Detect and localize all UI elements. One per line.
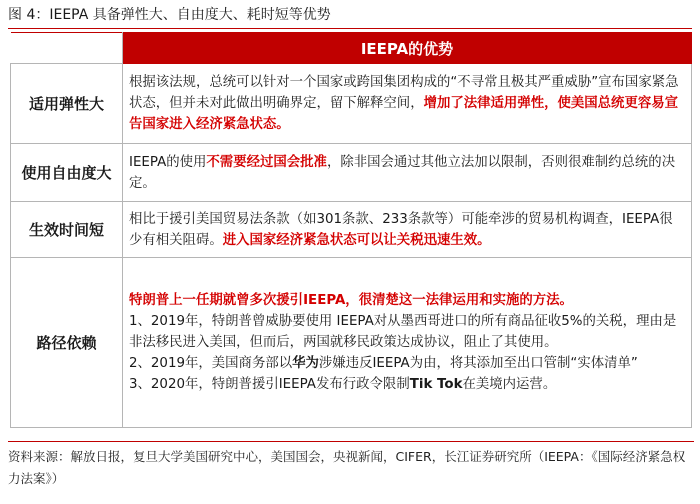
advantages-table	[10, 32, 692, 428]
source-note: 资料来源：解放日报，复旦大学美国研究中心，美国国会，央视新闻，CIFER，长江证券研究所（IEEPA：《国际经济紧急权力法案》）	[8, 449, 686, 486]
row-text: 根据该法规，总统可以针对一个国家或跨国集团构成的“不寻常且极其严重威胁”宣布国家紧急状态，但并未对此做出明确界定，留下解释空间，	[129, 75, 679, 111]
row-label: 路径依赖	[11, 258, 123, 428]
row-highlight: 增加了法律适用弹性，使美国总统更容易宣告国家进入经济紧急状态。	[129, 96, 679, 132]
header-blank-cell	[11, 33, 123, 64]
row-content	[123, 258, 692, 428]
row-text: 相比于援引美国贸易法条款（如301条款、233条款等）可能牵涉的贸易机构调查，IEEPA很少有相关阻碍。	[129, 211, 673, 248]
row-content	[123, 64, 692, 144]
row-content	[123, 144, 692, 202]
huawei-emphasis: 华为	[292, 356, 319, 371]
table-header-row	[11, 33, 692, 64]
list-item: 1、2019年，特朗普曾威胁要使用 IEEPA对从墨西哥进口的所有商品征收5%的关税，理由是非法移民进入美国，但而后，两国就移民政策达成协议，阻止了其使用。	[129, 314, 677, 350]
table-row	[11, 258, 692, 428]
row-label: 生效时间短	[11, 202, 123, 258]
list-item	[129, 374, 685, 395]
row-text: ，除非国会通过其他立法加以限制，否则很难制约总统的决定。	[129, 154, 676, 191]
row-text: IEEPA的使用	[129, 154, 207, 170]
list-item-text: 涉嫌违反IEEPA为由，将其添加至出口管制“实体清单”	[318, 356, 638, 371]
list-item-text: 2、2019年，美国商务部以	[129, 356, 293, 371]
row-content	[123, 202, 692, 258]
tiktok-emphasis: Tik Tok	[409, 377, 463, 392]
row-highlight: 进入国家经济紧急状态可以让关税迅速生效。	[222, 232, 491, 248]
table-row	[11, 144, 692, 202]
row-highlight: 特朗普上一任期就曾多次援引IEEPA，很清楚这一法律运用和实施的方法。	[129, 293, 573, 308]
row-label: 适用弹性大	[11, 64, 123, 144]
row-label: 使用自由度大	[11, 144, 123, 202]
list-item-text: 在美境内运营。	[462, 377, 557, 392]
table-row	[11, 202, 692, 258]
list-item-text: 3、2020年，特朗普援引IEEPA发布行政令限制	[129, 377, 410, 392]
figure-title: 图 4：IEEPA 具备弹性大、自由度大、耗时短等优势	[8, 4, 692, 29]
table-header: IEEPA的优势	[123, 33, 692, 64]
bottom-divider	[8, 441, 694, 442]
table-row	[11, 64, 692, 144]
list-item	[129, 353, 685, 374]
row-highlight: 不需要经过国会批准	[206, 154, 327, 170]
